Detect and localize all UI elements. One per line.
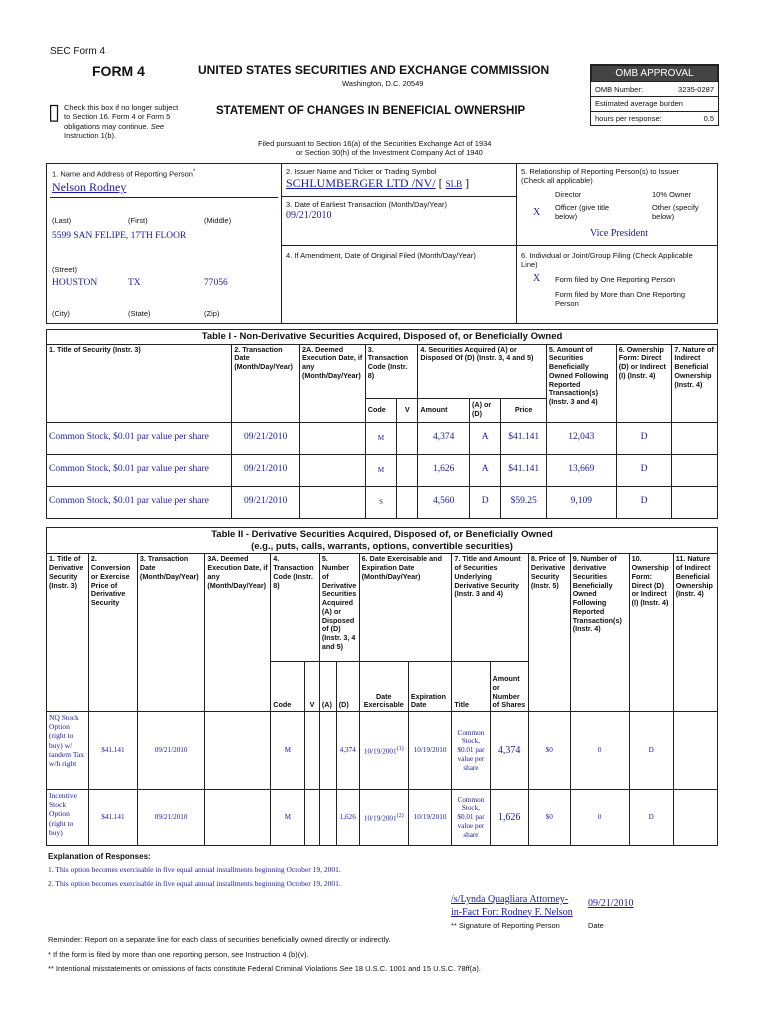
officer-title: Vice President	[590, 228, 648, 239]
t1-h-code-sub: Code	[365, 398, 396, 422]
table-row: Incentive Stock Option (right to buy) $41.141 09/21/2010 M 1,626 10/19/2001$^{(2)}$ 10/19/2010 Common Stock, $0.01 par value per share 1,626 $0 0 D	[47, 790, 718, 846]
zip-label: (Zip)	[204, 309, 220, 318]
t2-h-nature: 11. Nature of Indirect Beneficial Ownership (Instr. 4)	[673, 554, 717, 712]
t2-h-title: 1. Title of Derivative Security (Instr. 3)	[47, 554, 89, 712]
officer-option[interactable]: Officer (give title below)	[555, 203, 610, 222]
filed-pursuant-line1: Filed pursuant to Section 16(a) of the Securities Exchange Act of 1934	[258, 139, 492, 148]
signature-date-label: Date	[588, 921, 604, 930]
t2-h-owned: 9. Number of derivative Securities Beneficially Owned Following Reported Transaction(s) (Instr. 4)	[570, 554, 629, 712]
t2-h-price: 8. Price of Derivative Security (Instr. 5)	[528, 554, 570, 712]
filed-by-more-option[interactable]: Form filed by More than One Reporting Person	[555, 290, 686, 309]
reporting-person-label: 1. Name and Address of Reporting Person*	[52, 168, 196, 179]
t2-h-conversion: 2. Conversion or Exercise Price of Derivative Security	[88, 554, 137, 712]
t2-h-number: 5. Number of Derivative Securities Acquired (A) or Disposed of (D) (Instr. 3, 4 and 5)	[319, 554, 359, 662]
t1-h-code: 3. Transaction Code (Instr. 8)	[365, 344, 418, 398]
officer-check-mark: X	[533, 207, 541, 218]
t2-h-exp: Expiration Date	[408, 662, 452, 712]
checkbox-instructions: Check this box if no longer subject to Section 16. Form 4 or Form 5 obligations may continue. See Instruction 1(b).	[64, 103, 179, 141]
table-row: Common Stock, $0.01 par value per share 09/21/2010 M 4,374 A $41.141 12,043 D	[47, 422, 718, 454]
street-label: (Street)	[52, 265, 78, 274]
t2-h-d: (D)	[336, 662, 359, 712]
issuer-label: 2. Issuer Name and Ticker or Trading Symbol	[286, 167, 437, 176]
reminder: Reminder: Report on a separate line for each class of securities beneficially owned directly or indirectly.	[48, 935, 391, 944]
omb-hours-row: hours per response: 0.5	[595, 113, 714, 123]
ticker-symbol[interactable]: SLB	[445, 179, 463, 189]
table2-title: Table II - Derivative Securities Acquired, Disposed of, or Beneficially Owned (e.g., puts, calls, warrants, options, convertible securities)	[47, 528, 718, 554]
t2-h-v: V	[305, 662, 320, 712]
table-row: NQ Stock Option (right to buy) w/ tandem Tax w/h right $41.141 09/21/2010 M 4,374 10/19/2001$^{(1)}$ 10/19/2010 Common Stock, $0.01 par value per share 4,374 $0 0 D	[47, 712, 718, 790]
t2-h-a: (A)	[319, 662, 336, 712]
filed-pursuant-line2: or Section 30(h) of the Investment Company Act of 1940	[296, 148, 483, 157]
t1-h-ownership: 6. Ownership Form: Direct (D) or Indirect (I) (Instr. 4)	[616, 344, 672, 422]
commission-title: UNITED STATES SECURITIES AND EXCHANGE COMMISSION	[198, 63, 550, 77]
table-non-derivative	[46, 329, 718, 519]
t2-h-underlying: 7. Title and Amount of Securities Underlying Derivative Security (Instr. 3 and 4)	[452, 554, 529, 662]
earliest-transaction-label: 3. Date of Earliest Transaction (Month/Day/Year)	[286, 200, 448, 209]
signature-date: 09/21/2010	[588, 898, 634, 909]
omb-number-row: OMB Number: 3235-0287	[595, 85, 714, 94]
state-value: TX	[128, 278, 141, 288]
zip-value: 77056	[204, 278, 228, 288]
t1-h-price: Price	[501, 398, 547, 422]
sec-form-label: SEC Form 4	[50, 46, 106, 57]
t2-h-code: 4. Transaction Code (Instr. 8)	[271, 554, 320, 662]
first-label: (First)	[128, 216, 148, 225]
statement-title: STATEMENT OF CHANGES IN BENEFICIAL OWNERSHIP	[216, 105, 526, 117]
reporting-person-name[interactable]: Nelson Rodney	[52, 180, 127, 194]
explanation-note-1: 1. This option becomes exercisable in five equal annual installments beginning October 19, 2001.	[48, 865, 341, 874]
street-address: 5599 SAN FELIPE, 17TH FLOOR	[52, 231, 187, 241]
middle-label: (Middle)	[204, 216, 232, 225]
city-value: HOUSTON	[52, 278, 98, 288]
t1-h-v: V	[397, 398, 418, 422]
t1-h-title: 1. Title of Security (Instr. 3)	[47, 344, 232, 422]
filing-type-label: 6. Individual or Joint/Group Filing (Check Applicable Line)	[521, 251, 693, 270]
t1-h-nature: 7. Nature of Indirect Beneficial Ownership (Instr. 4)	[672, 344, 718, 422]
issuer-name[interactable]: SCHLUMBERGER LTD /NV/	[286, 176, 436, 190]
last-label: (Last)	[52, 216, 72, 225]
t2-h-title-sub: Title	[452, 662, 490, 712]
t2-h-date: 3. Transaction Date (Month/Day/Year)	[137, 554, 204, 712]
signature: /s/Lynda Quagliara Attorney- in-Fact For: Rodney F. Nelson	[451, 894, 573, 918]
t2-h-code-sub: Code	[271, 662, 305, 712]
form-title: FORM 4	[92, 63, 145, 79]
state-label: (State)	[128, 309, 151, 318]
director-option[interactable]: Director	[555, 190, 582, 199]
relationship-label: 5. Relationship of Reporting Person(s) to Issuer (Check all applicable)	[521, 167, 679, 186]
signature-label: ** Signature of Reporting Person	[451, 921, 560, 930]
explanation-note-2: 2. This option becomes exercisable in five equal annual installments beginning October 19, 2001.	[48, 879, 341, 888]
omb-approval-box	[590, 64, 719, 126]
amendment-label: 4. If Amendment, Date of Original Filed (Month/Day/Year)	[286, 251, 476, 260]
table-row: Common Stock, $0.01 par value per share 09/21/2010 S 4,560 D $59.25 9,109 D	[47, 486, 718, 518]
t2-h-deemed: 3A. Deemed Execution Date, if any (Month/Day/Year)	[205, 554, 271, 712]
city-label: (City)	[52, 309, 70, 318]
location: Washington, D.C. 20549	[342, 79, 424, 88]
footnote-1: * If the form is filed by more than one reporting person, see Instruction 4 (b)(v).	[48, 950, 309, 959]
other-option[interactable]: Other (specify below)	[652, 203, 699, 222]
ten-percent-owner-option[interactable]: 10% Owner	[652, 190, 692, 199]
table-derivative	[46, 527, 718, 846]
omb-burden: Estimated average burden	[595, 99, 683, 109]
t1-h-aord: (A) or (D)	[470, 398, 501, 422]
footnote-2: ** Intentional misstatements or omissions of facts constitute Federal Criminal Violations See 18 U.S.C. 1001 and 15 U.S.C. 78ff(a).	[48, 964, 481, 973]
t2-h-ownership: 10. Ownership Form: Direct (D) or Indirect (I) (Instr. 4)	[629, 554, 673, 712]
table-row: Common Stock, $0.01 par value per share 09/21/2010 M 1,626 A $41.141 13,669 D	[47, 454, 718, 486]
t1-h-deemed: 2A. Deemed Execution Date, if any (Month/Day/Year)	[300, 344, 366, 422]
issuer-name-row: SCHLUMBERGER LTD /NV/ [ SLB ]	[286, 176, 470, 190]
t2-h-exercisable: 6. Date Exercisable and Expiration Date (Month/Day/Year)	[359, 554, 452, 662]
t2-h-date-ex: Date Exercisable	[359, 662, 408, 712]
filed-by-one-option[interactable]: Form filed by One Reporting Person	[555, 275, 676, 284]
t1-h-date: 2. Transaction Date (Month/Day/Year)	[232, 344, 300, 422]
t2-h-shares: Amount or Number of Shares	[490, 662, 528, 712]
omb-title: OMB APPROVAL	[591, 65, 718, 82]
explanation-title: Explanation of Responses:	[48, 852, 151, 861]
table1-title: Table I - Non-Derivative Securities Acquired, Disposed of, or Beneficially Owned	[47, 330, 718, 345]
filing-check-mark: X	[533, 273, 541, 284]
earliest-transaction-date: 09/21/2010	[286, 210, 332, 221]
no-longer-subject-checkbox[interactable]: ▯	[48, 99, 61, 124]
t1-h-securities: 4. Securities Acquired (A) or Disposed Of (D) (Instr. 3, 4 and 5)	[418, 344, 547, 398]
t1-h-amount: Amount	[418, 398, 470, 422]
t1-h-amount-owned: 5. Amount of Securities Beneficially Owned Following Reported Transaction(s) (Instr. 3 and 4)	[546, 344, 616, 422]
